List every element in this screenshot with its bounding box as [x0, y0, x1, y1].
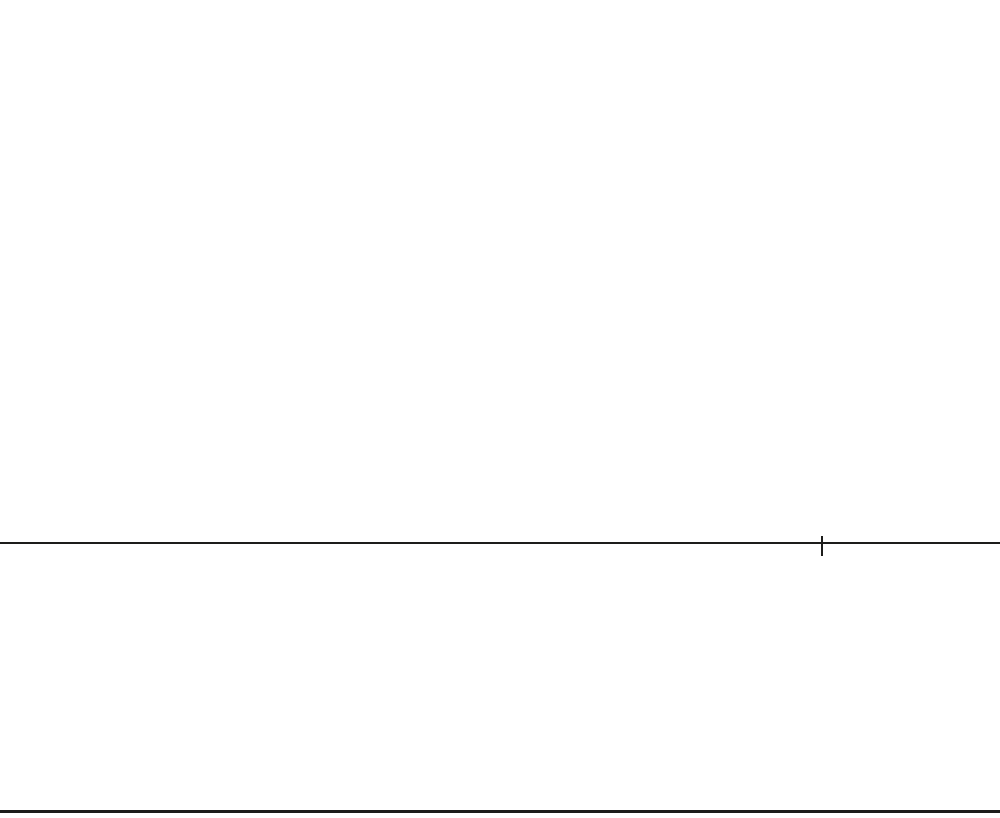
- nutrition-section: [16, 549, 988, 552]
- bottom-border-line: [0, 810, 1000, 813]
- column-tick-mark: [821, 536, 823, 556]
- section-divider-line: [0, 542, 1000, 544]
